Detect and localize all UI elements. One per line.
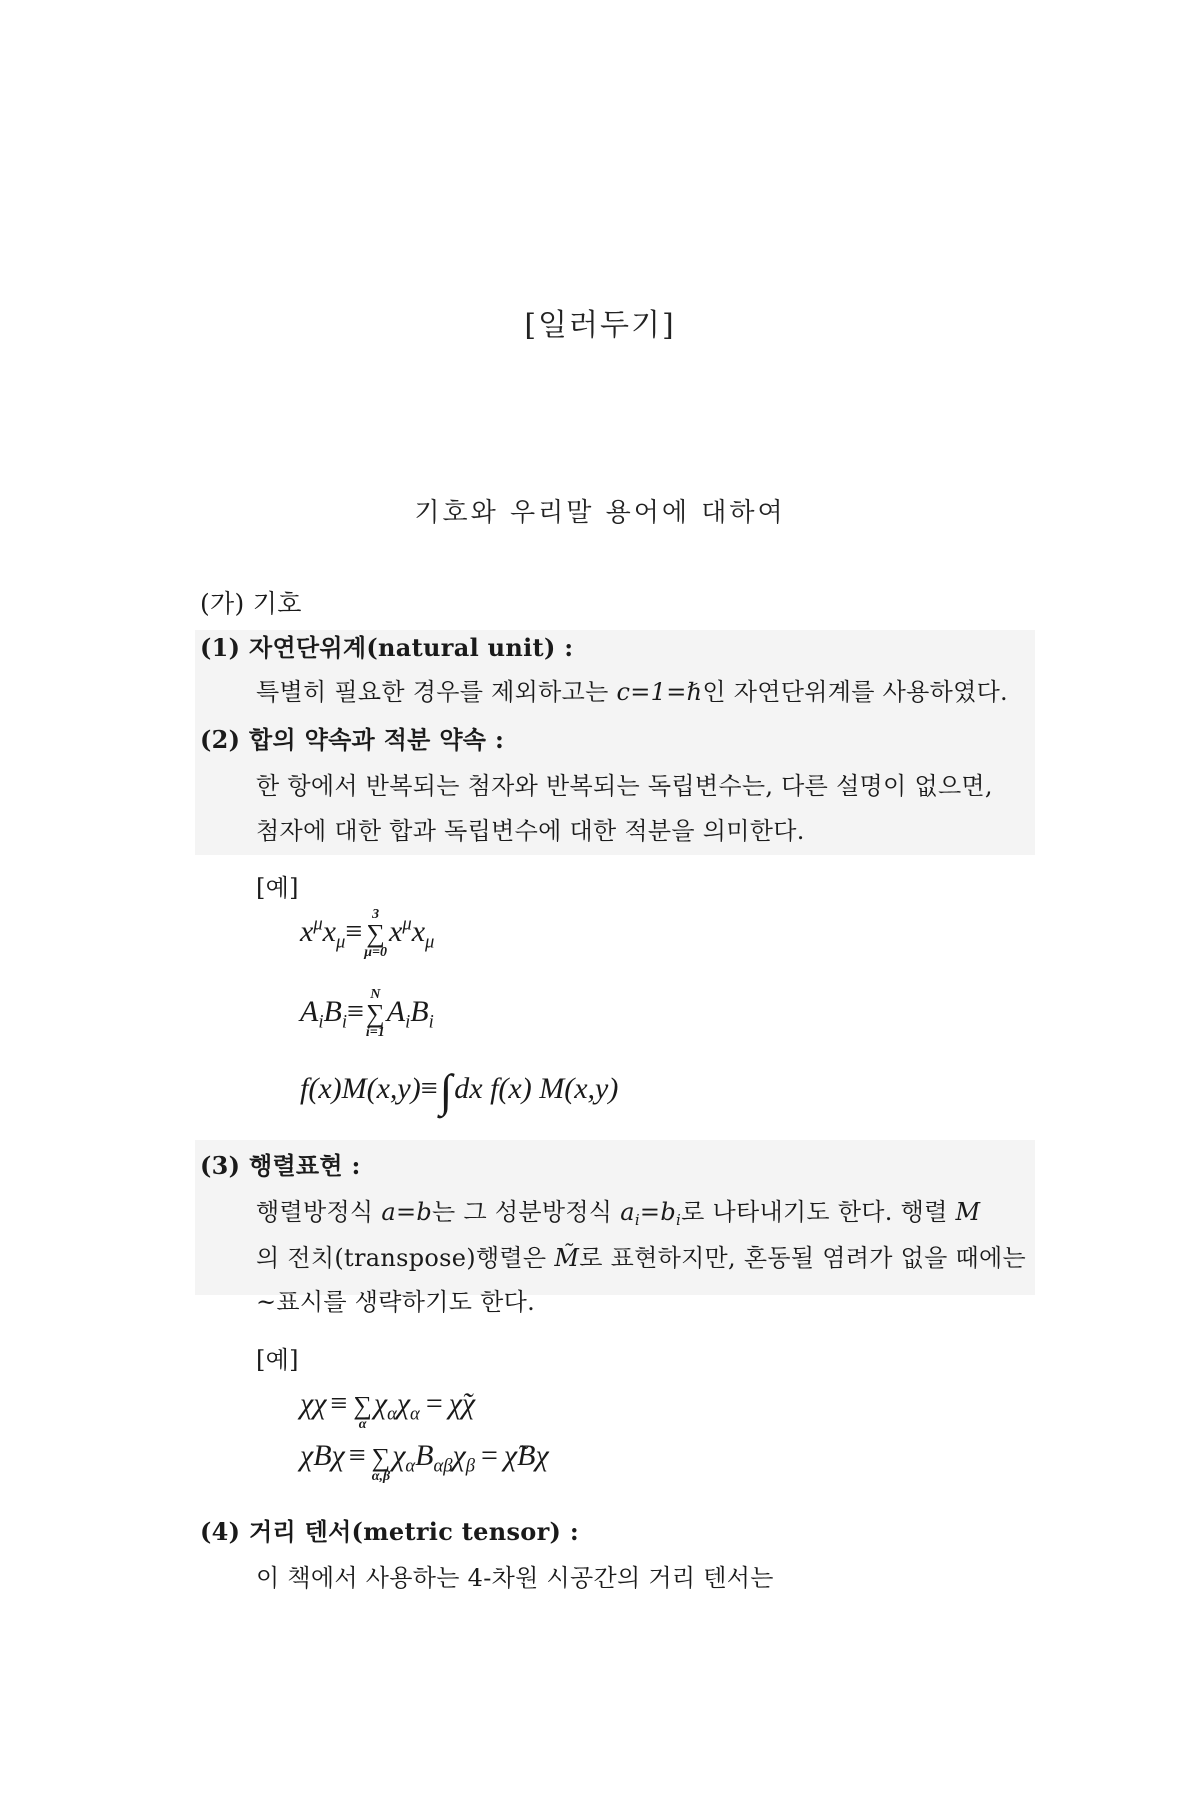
eq-sub: μ: [336, 931, 346, 953]
eq-term: χ: [396, 1386, 411, 1420]
eq-sub: μ: [425, 931, 435, 953]
eq-sup: μ: [313, 913, 323, 935]
eq-relation: ≡: [420, 1072, 438, 1105]
item3-math: b: [660, 1198, 676, 1226]
eq-sub: α: [410, 1403, 420, 1425]
sum-upper-limit: N: [370, 987, 381, 1002]
sum-lower-limit: μ=0: [364, 945, 388, 960]
part-label: (가) 기호: [200, 589, 302, 618]
section-title: 기호와 우리말 용어에 대하여: [414, 498, 786, 528]
eq-sub: i: [341, 1011, 347, 1033]
item2-equation-1: [300, 908, 434, 960]
sum-upper-limit: 3: [372, 907, 380, 922]
item2-title: (2) 합의 약속과 적분 약속 :: [200, 725, 505, 754]
item1-body: [256, 672, 1008, 707]
summation-sign: ∑ α: [353, 1391, 372, 1432]
item3-title: (3) 행렬표현 :: [200, 1151, 361, 1180]
item3-math-sub: i: [634, 1211, 640, 1230]
item3-equation-1: [300, 1380, 475, 1432]
eq-term: f(x)M(x,y): [300, 1072, 421, 1105]
eq-term: χ̃χ: [448, 1386, 476, 1420]
eq-term: χ̃Bχ: [503, 1438, 549, 1472]
item3-example-label: [예]: [256, 1346, 299, 1374]
item3-math: a=b: [381, 1198, 433, 1226]
page-title: [일러두기]: [524, 308, 676, 343]
sum-lower-limit: α: [358, 1417, 367, 1432]
eq-relation: =: [481, 1438, 498, 1472]
item3-line1: [256, 1192, 980, 1229]
summation-sign: ∑ α,β: [371, 1443, 391, 1484]
eq-term: dx f(x) M(x,y): [454, 1072, 619, 1105]
item3-line3: ~표시를 생략하기도 한다.: [256, 1288, 536, 1316]
item3-text: 는 그 성분방정식: [432, 1198, 621, 1226]
sum-lower-limit: i=1: [365, 1025, 385, 1040]
item1-body-text: 특별히 필요한 경우를 제외하고는: [256, 678, 617, 706]
eq-sub: α: [405, 1455, 416, 1477]
eq-sub: i: [318, 1011, 324, 1033]
item3-math: M̃: [554, 1244, 580, 1272]
item4-body: 이 책에서 사용하는 4-차원 시공간의 거리 텐서는: [256, 1564, 774, 1592]
item2-example-label: [예]: [256, 874, 299, 902]
eq-term: χ: [373, 1386, 388, 1420]
eq-relation: ≡: [330, 1386, 348, 1420]
eq-term: x: [389, 914, 403, 948]
item3-text: 로 나타내기도 한다. 행렬: [681, 1198, 956, 1226]
eq-term: x: [300, 914, 314, 948]
item1-math: c=1=ℏ: [616, 678, 703, 706]
eq-term: A: [300, 994, 319, 1028]
item3-equation-2: [300, 1432, 549, 1484]
item2-equation-2: [300, 988, 434, 1040]
item3-text: 의 전치(transpose)행렬은: [256, 1244, 555, 1272]
eq-term: χ: [392, 1438, 406, 1472]
item3-math: =: [639, 1198, 661, 1226]
eq-term: x: [322, 914, 336, 948]
eq-relation: ≡: [345, 914, 363, 948]
item2-equation-3: [300, 1064, 618, 1117]
eq-sub: i: [405, 1011, 411, 1033]
eq-term: χχ: [300, 1386, 327, 1420]
eq-term: B: [410, 994, 429, 1028]
item3-math: M: [955, 1198, 981, 1226]
item3-math: a: [620, 1198, 635, 1226]
item4-title: (4) 거리 텐서(metric tensor) :: [200, 1517, 580, 1546]
eq-term: χBχ: [300, 1438, 345, 1472]
sum-lower-limit: α,β: [371, 1469, 391, 1484]
eq-sub: β: [465, 1455, 475, 1477]
item2-body-line2: 첨자에 대한 합과 독립변수에 대한 적분을 의미한다.: [256, 817, 805, 845]
integral-sign: ∫: [439, 1065, 453, 1116]
eq-sub: i: [428, 1011, 434, 1033]
summation-sign: N ∑ i=1: [365, 987, 385, 1040]
eq-term: χ: [452, 1438, 466, 1472]
eq-term: B: [415, 1438, 434, 1472]
item3-text: 로 표현하지만, 혼동될 염려가 없을 때에는: [579, 1244, 1027, 1272]
eq-relation: =: [425, 1386, 443, 1420]
eq-sub: αβ: [433, 1455, 453, 1477]
item2-body-line1: 한 항에서 반복되는 첨자와 반복되는 독립변수는, 다른 설명이 없으면,: [256, 772, 993, 800]
eq-sup: μ: [402, 913, 412, 935]
eq-sub: α: [387, 1403, 397, 1425]
item1-title: (1) 자연단위계(natural unit) :: [200, 633, 574, 662]
item3-text: 행렬방정식: [256, 1198, 382, 1226]
item3-line2: [256, 1238, 1026, 1273]
eq-term: B: [323, 994, 342, 1028]
item3-math-sub: i: [676, 1211, 682, 1230]
item1-body-text-end: 인 자연단위계를 사용하였다.: [702, 678, 1008, 706]
eq-relation: ≡: [348, 1438, 366, 1472]
eq-term: A: [386, 994, 406, 1028]
summation-sign: 3 ∑ μ=0: [364, 907, 388, 960]
eq-term: x: [411, 914, 426, 948]
eq-relation: ≡: [347, 994, 364, 1028]
